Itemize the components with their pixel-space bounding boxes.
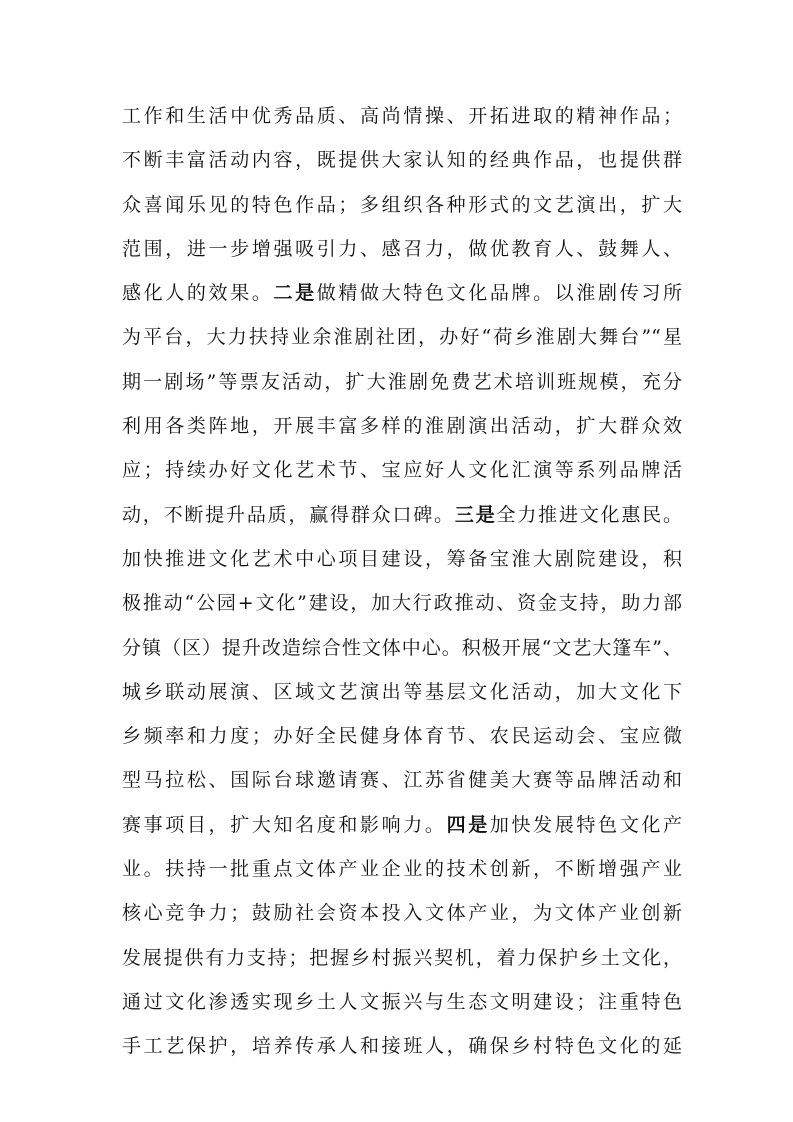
text-run: 加快推进文化艺术中心项目建设，筹备宝淮大剧院建设，积 (122, 547, 682, 570)
text-run: 全力推进文化惠民。 (496, 503, 682, 526)
text-run: 不断丰富活动内容，既提供大家认知的经典作品，也提供群 (122, 149, 682, 172)
text-line (122, 227, 682, 271)
text-line (122, 670, 682, 714)
text-line (122, 581, 682, 625)
text-line (122, 537, 682, 581)
text-line (122, 315, 682, 359)
text-run: 手工艺保护，培养传承人和接班人，确保乡村特色文化的延 (122, 1035, 682, 1058)
text-run: 感化人的效果。 (122, 282, 274, 305)
text-line (122, 493, 682, 537)
text-run: 通过文化渗透实现乡土人文振兴与生态文明建设；注重特色 (122, 990, 682, 1013)
text-run: 做精做大特色文化品牌。以淮剧传习所 (316, 282, 682, 305)
text-line (122, 1024, 682, 1068)
text-line (122, 758, 682, 802)
text-run: 乡频率和力度；办好全民健身体育节、农民运动会、宝应微 (122, 725, 682, 748)
text-run: 核心竞争力；鼓励社会资本投入文体产业，为文体产业创新 (122, 902, 682, 925)
text-run: 众喜闻乐见的特色作品；多组织各种形式的文艺演出，扩大 (122, 193, 682, 216)
text-run: 城乡联动展演、区域文艺演出等基层文化活动，加大文化下 (122, 680, 682, 703)
text-run: 型马拉松、国际台球邀请赛、江苏省健美大赛等品牌活动和 (122, 769, 682, 792)
text-run: 极推动“公园+文化”建设，加大行政推动、资金支持，助力部 (122, 592, 682, 615)
text-line (122, 448, 682, 492)
text-line (122, 626, 682, 670)
body-paragraph (122, 94, 682, 1069)
text-run: 赛事项目，扩大知名度和影响力。 (122, 813, 447, 836)
text-run: 范围，进一步增强吸引力、感召力，做优教育人、鼓舞人、 (122, 237, 682, 260)
bold-ordinal-label: 三是 (454, 503, 497, 526)
text-run: 发展提供有力支持；把握乡村振兴契机，着力保护乡土文化， (122, 946, 682, 969)
text-line (122, 803, 682, 847)
text-line (122, 936, 682, 980)
text-line (122, 891, 682, 935)
text-line (122, 847, 682, 891)
text-line (122, 183, 682, 227)
text-run: 利用各类阵地，开展丰富多样的淮剧演出活动，扩大群众效 (122, 415, 682, 438)
bold-ordinal-label: 二是 (273, 282, 317, 305)
text-run: 加快发展特色文化产 (489, 813, 682, 836)
text-run: 动，不断提升品质，赢得群众口碑。 (122, 503, 455, 526)
text-line (122, 714, 682, 758)
bold-ordinal-label: 四是 (446, 813, 490, 836)
text-line (122, 271, 682, 315)
text-run: 应；持续办好文化艺术节、宝应好人文化汇演等系列品牌活 (122, 459, 682, 482)
text-run: 工作和生活中优秀品质、高尚情操、开拓进取的精神作品； (122, 105, 682, 127)
text-line (122, 138, 682, 182)
text-line (122, 404, 682, 448)
text-line (122, 94, 682, 138)
text-run: 业。扶持一批重点文体产业企业的技术创新，不断增强产业 (122, 858, 682, 881)
text-line (122, 360, 682, 404)
text-run: 期一剧场”等票友活动，扩大淮剧免费艺术培训班规模，充分 (122, 370, 682, 393)
text-line (122, 980, 682, 1024)
text-run: 为平台，大力扶持业余淮剧社团，办好“荷乡淮剧大舞台”“星 (122, 326, 682, 349)
text-run: 分镇（区）提升改造综合性文体中心。积极开展“文艺大篷车”、 (122, 636, 682, 659)
